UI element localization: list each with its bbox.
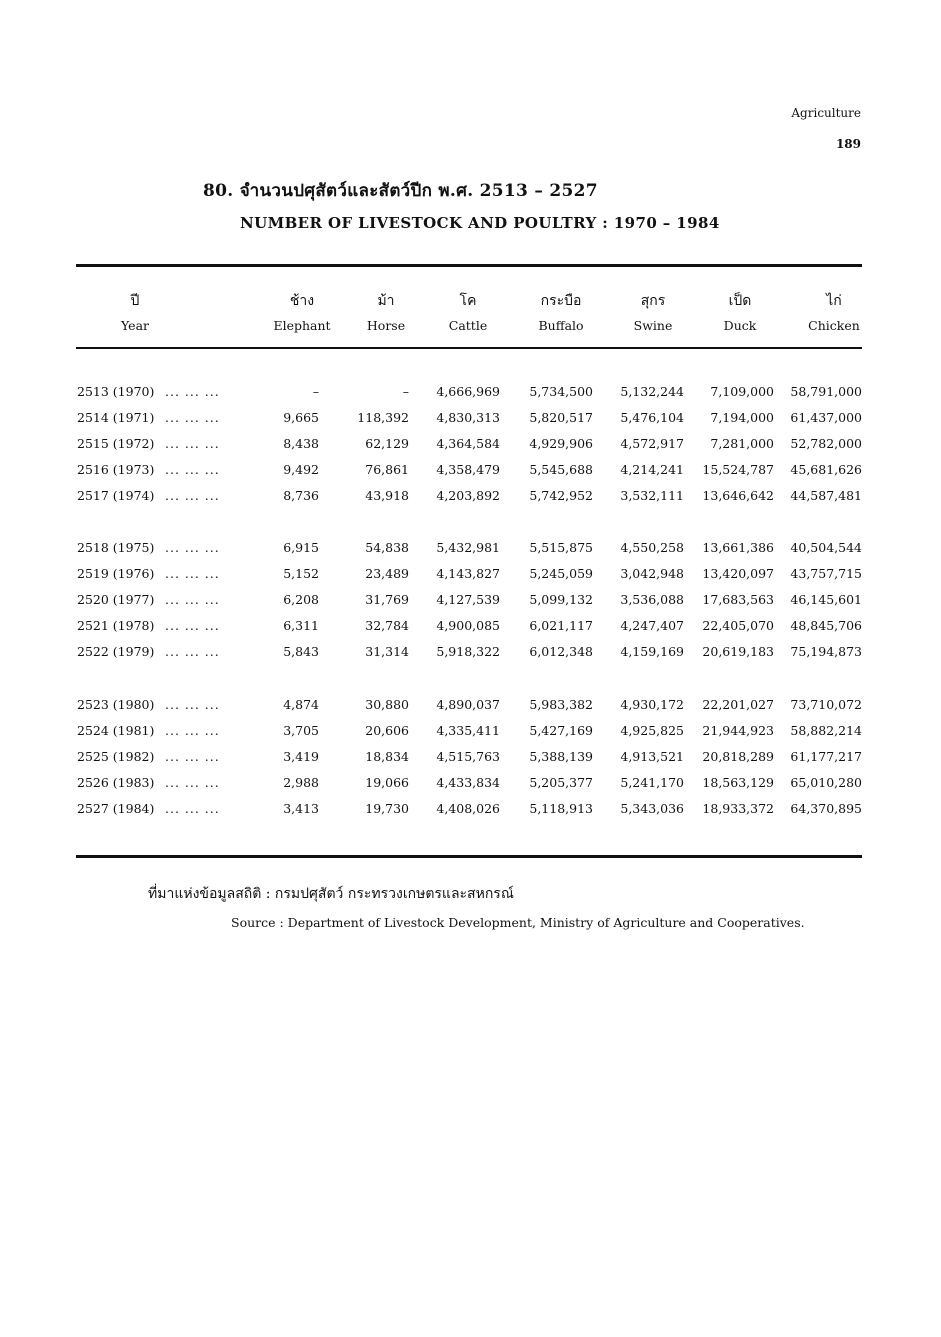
cell-elephant: 3,419: [283, 749, 319, 764]
table-row: [0, 697, 941, 717]
cell-chicken: 43,757,715: [790, 566, 862, 581]
cell-cattle: 5,918,322: [436, 644, 500, 659]
cell-swine: 4,930,172: [620, 697, 684, 712]
cell-swine: 4,925,825: [620, 723, 684, 738]
cell-year: 2524 (1981): [77, 723, 155, 738]
cell-buffalo: 5,983,382: [529, 697, 593, 712]
cell-cattle: 4,433,834: [436, 775, 500, 790]
cell-duck: 13,661,386: [702, 540, 774, 555]
leader-dots: ... ... ...: [165, 540, 220, 555]
cell-swine: 4,572,917: [620, 436, 684, 451]
cell-year: 2514 (1971): [77, 410, 155, 425]
cell-horse: 54,838: [365, 540, 409, 555]
cell-duck: 7,109,000: [710, 384, 774, 399]
col-swine-english: Swine: [633, 318, 673, 333]
cell-horse: 31,314: [365, 644, 409, 659]
col-buffalo-english: Buffalo: [538, 318, 584, 333]
cell-duck: 20,818,289: [702, 749, 774, 764]
cell-cattle: 4,408,026: [436, 801, 500, 816]
cell-horse: 32,784: [365, 618, 409, 633]
cell-swine: 4,913,521: [620, 749, 684, 764]
cell-duck: 7,281,000: [710, 436, 774, 451]
cell-chicken: 65,010,280: [790, 775, 862, 790]
cell-elephant: –: [312, 384, 319, 399]
leader-dots: ... ... ...: [165, 436, 220, 451]
cell-chicken: 58,882,214: [790, 723, 862, 738]
cell-elephant: 2,988: [283, 775, 319, 790]
cell-horse: 76,861: [365, 462, 409, 477]
cell-year: 2521 (1978): [77, 618, 155, 633]
table-row: [0, 592, 941, 612]
cell-duck: 18,563,129: [702, 775, 774, 790]
cell-cattle: 4,335,411: [436, 723, 500, 738]
cell-swine: 3,532,111: [620, 488, 684, 503]
cell-year: 2516 (1973): [77, 462, 155, 477]
table-row: [0, 566, 941, 586]
cell-chicken: 44,587,481: [790, 488, 862, 503]
cell-chicken: 61,177,217: [790, 749, 862, 764]
cell-elephant: 6,208: [283, 592, 319, 607]
col-horse-english: Horse: [366, 318, 406, 333]
cell-duck: 15,524,787: [702, 462, 774, 477]
table-row: [0, 488, 941, 508]
cell-year: 2515 (1972): [77, 436, 155, 451]
cell-horse: 18,834: [365, 749, 409, 764]
cell-year: 2520 (1977): [77, 592, 155, 607]
cell-buffalo: 5,820,517: [529, 410, 593, 425]
cell-swine: 4,159,169: [620, 644, 684, 659]
cell-cattle: 4,143,827: [436, 566, 500, 581]
table-row: [0, 618, 941, 638]
table-row: [0, 723, 941, 743]
section-label: Agriculture: [791, 106, 861, 120]
cell-duck: 17,683,563: [702, 592, 774, 607]
leader-dots: ... ... ...: [165, 697, 220, 712]
cell-cattle: 4,203,892: [436, 488, 500, 503]
cell-horse: 30,880: [365, 697, 409, 712]
cell-buffalo: 5,742,952: [529, 488, 593, 503]
leader-dots: ... ... ...: [165, 566, 220, 581]
cell-elephant: 9,492: [283, 462, 319, 477]
cell-chicken: 52,782,000: [790, 436, 862, 451]
cell-chicken: 73,710,072: [790, 697, 862, 712]
cell-chicken: 46,145,601: [790, 592, 862, 607]
cell-cattle: 5,432,981: [436, 540, 500, 555]
cell-chicken: 75,194,873: [790, 644, 862, 659]
cell-year: 2523 (1980): [77, 697, 155, 712]
cell-elephant: 4,874: [283, 697, 319, 712]
cell-cattle: 4,900,085: [436, 618, 500, 633]
cell-cattle: 4,127,539: [436, 592, 500, 607]
cell-elephant: 6,915: [283, 540, 319, 555]
leader-dots: ... ... ...: [165, 384, 220, 399]
leader-dots: ... ... ...: [165, 592, 220, 607]
cell-year: 2518 (1975): [77, 540, 155, 555]
cell-duck: 20,619,183: [702, 644, 774, 659]
cell-horse: 118,392: [357, 410, 409, 425]
cell-buffalo: 5,099,132: [529, 592, 593, 607]
cell-elephant: 6,311: [283, 618, 319, 633]
table-row: [0, 436, 941, 456]
cell-horse: 20,606: [365, 723, 409, 738]
cell-swine: 5,343,036: [620, 801, 684, 816]
table-row: [0, 410, 941, 430]
page-number: 189: [835, 137, 861, 151]
cell-horse: 19,066: [365, 775, 409, 790]
cell-buffalo: 5,515,875: [529, 540, 593, 555]
cell-elephant: 5,843: [283, 644, 319, 659]
cell-cattle: 4,890,037: [436, 697, 500, 712]
cell-cattle: 4,666,969: [436, 384, 500, 399]
cell-duck: 18,933,372: [702, 801, 774, 816]
cell-cattle: 4,515,763: [436, 749, 500, 764]
cell-cattle: 4,358,479: [436, 462, 500, 477]
cell-buffalo: 4,929,906: [529, 436, 593, 451]
table-row: [0, 775, 941, 795]
leader-dots: ... ... ...: [165, 618, 220, 633]
cell-year: 2527 (1984): [77, 801, 155, 816]
col-cattle-thai: โค: [459, 293, 477, 309]
cell-swine: 4,214,241: [620, 462, 684, 477]
cell-elephant: 3,705: [283, 723, 319, 738]
leader-dots: ... ... ...: [165, 462, 220, 477]
cell-elephant: 5,152: [283, 566, 319, 581]
table-bottom-rule: [76, 855, 862, 858]
col-year-thai: ปี: [130, 293, 140, 309]
col-buffalo-thai: กระบือ: [540, 293, 582, 309]
cell-swine: 5,241,170: [620, 775, 684, 790]
cell-duck: 7,194,000: [710, 410, 774, 425]
cell-duck: 21,944,923: [702, 723, 774, 738]
cell-horse: 43,918: [365, 488, 409, 503]
cell-chicken: 40,504,544: [790, 540, 862, 555]
cell-chicken: 61,437,000: [790, 410, 862, 425]
cell-chicken: 64,370,895: [790, 801, 862, 816]
cell-horse: –: [402, 384, 409, 399]
col-elephant-english: Elephant: [273, 318, 331, 333]
cell-year: 2519 (1976): [77, 566, 155, 581]
cell-buffalo: 5,118,913: [529, 801, 593, 816]
cell-buffalo: 5,427,169: [529, 723, 593, 738]
cell-chicken: 58,791,000: [790, 384, 862, 399]
cell-duck: 13,420,097: [702, 566, 774, 581]
source-note-thai: ที่มาแห่งข้อมูลสถิติ : กรมปศุสัตว์ กระทรวงเกษตรและสหกรณ์: [148, 886, 514, 902]
leader-dots: ... ... ...: [165, 775, 220, 790]
cell-duck: 22,201,027: [702, 697, 774, 712]
col-elephant-thai: ช้าง: [289, 293, 315, 309]
cell-horse: 19,730: [365, 801, 409, 816]
cell-horse: 31,769: [365, 592, 409, 607]
leader-dots: ... ... ...: [165, 488, 220, 503]
col-horse-thai: ม้า: [377, 293, 395, 309]
col-year-english: Year: [121, 318, 149, 333]
cell-year: 2522 (1979): [77, 644, 155, 659]
cell-chicken: 45,681,626: [790, 462, 862, 477]
cell-elephant: 8,438: [283, 436, 319, 451]
col-chicken-english: Chicken: [808, 318, 860, 333]
cell-buffalo: 6,012,348: [529, 644, 593, 659]
cell-year: 2517 (1974): [77, 488, 155, 503]
cell-elephant: 3,413: [283, 801, 319, 816]
cell-buffalo: 5,245,059: [529, 566, 593, 581]
cell-swine: 3,536,088: [620, 592, 684, 607]
cell-horse: 23,489: [365, 566, 409, 581]
cell-duck: 13,646,642: [702, 488, 774, 503]
cell-swine: 5,476,104: [620, 410, 684, 425]
cell-year: 2525 (1982): [77, 749, 155, 764]
table-row: [0, 384, 941, 404]
cell-buffalo: 5,734,500: [529, 384, 593, 399]
table-row: [0, 540, 941, 560]
cell-buffalo: 5,388,139: [529, 749, 593, 764]
cell-duck: 22,405,070: [702, 618, 774, 633]
table-row: [0, 749, 941, 769]
cell-swine: 4,550,258: [620, 540, 684, 555]
cell-buffalo: 5,545,688: [529, 462, 593, 477]
col-duck-thai: เป็ด: [728, 293, 752, 309]
source-note-english: Source : Department of Livestock Development, Ministry of Agriculture and Cooperatives.: [231, 915, 805, 930]
leader-dots: ... ... ...: [165, 723, 220, 738]
leader-dots: ... ... ...: [165, 644, 220, 659]
cell-chicken: 48,845,706: [790, 618, 862, 633]
leader-dots: ... ... ...: [165, 749, 220, 764]
table-row: [0, 644, 941, 664]
table-title-thai: 80. จำนวนปศุสัตว์และสัตว์ปีก พ.ศ. 2513 – 2527: [203, 181, 598, 201]
col-swine-thai: สุกร: [640, 293, 666, 309]
table-row: [0, 801, 941, 821]
cell-swine: 5,132,244: [620, 384, 684, 399]
cell-year: 2513 (1970): [77, 384, 155, 399]
col-duck-english: Duck: [723, 318, 757, 333]
col-chicken-thai: ไก่: [826, 293, 842, 309]
cell-elephant: 8,736: [283, 488, 319, 503]
cell-year: 2526 (1983): [77, 775, 155, 790]
cell-horse: 62,129: [365, 436, 409, 451]
leader-dots: ... ... ...: [165, 410, 220, 425]
cell-buffalo: 6,021,117: [529, 618, 593, 633]
cell-elephant: 9,665: [283, 410, 319, 425]
cell-swine: 4,247,407: [620, 618, 684, 633]
cell-cattle: 4,830,313: [436, 410, 500, 425]
cell-buffalo: 5,205,377: [529, 775, 593, 790]
col-cattle-english: Cattle: [448, 318, 488, 333]
leader-dots: ... ... ...: [165, 801, 220, 816]
table-row: [0, 462, 941, 482]
cell-cattle: 4,364,584: [436, 436, 500, 451]
table-title-english: NUMBER OF LIVESTOCK AND POULTRY : 1970 – 1984: [240, 214, 720, 232]
cell-swine: 3,042,948: [620, 566, 684, 581]
